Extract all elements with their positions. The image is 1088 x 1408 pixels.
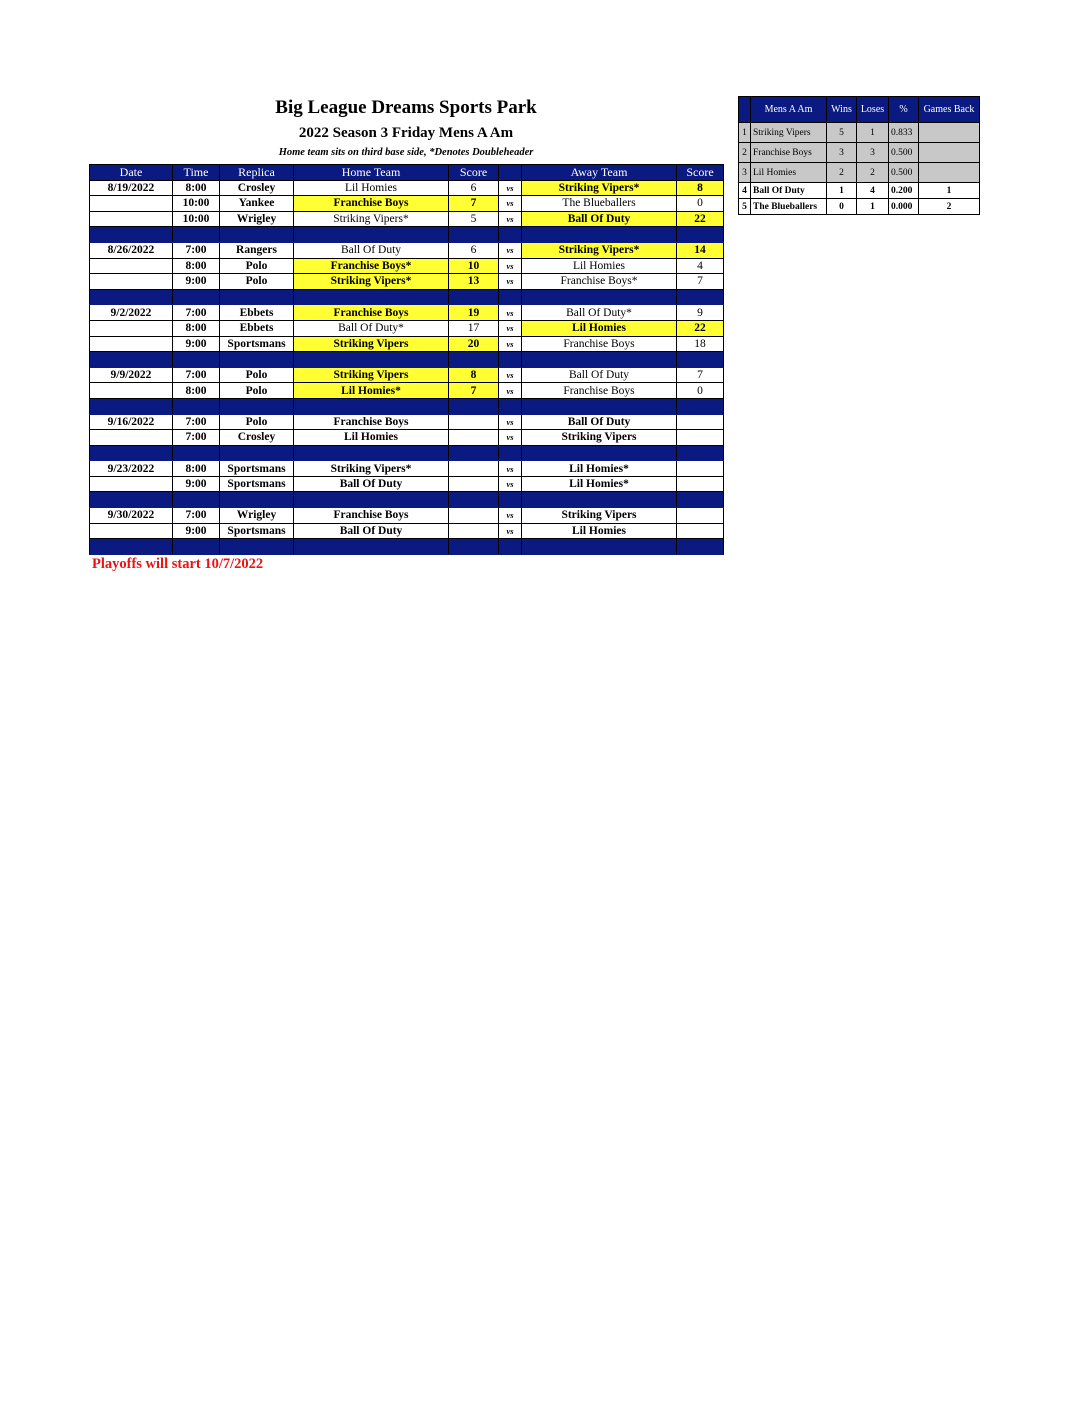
game-row	[90, 320, 724, 336]
away-score	[677, 523, 724, 539]
game-time: 10:00	[173, 211, 220, 227]
game-time: 7:00	[173, 508, 220, 524]
standings-row	[739, 143, 980, 163]
field-replica: Wrigley	[220, 508, 294, 524]
home-team: Lil Homies	[294, 180, 449, 196]
game-date	[90, 211, 173, 227]
home-score	[449, 430, 499, 446]
away-team: Striking Vipers*	[522, 180, 677, 196]
away-team: Ball Of Duty	[522, 367, 677, 383]
game-date	[90, 320, 173, 336]
game-row	[90, 430, 724, 446]
separator-cell	[294, 289, 449, 305]
schedule-column-header: Away Team	[522, 165, 677, 181]
away-team: Lil Homies*	[522, 461, 677, 477]
game-time: 7:00	[173, 367, 220, 383]
separator-cell	[499, 539, 522, 555]
field-replica: Sportsmans	[220, 476, 294, 492]
away-score: 4	[677, 258, 724, 274]
away-team: Ball Of Duty	[522, 211, 677, 227]
separator-cell	[294, 492, 449, 508]
separator-cell	[173, 352, 220, 368]
away-team: Ball Of Duty*	[522, 305, 677, 321]
home-score: 8	[449, 367, 499, 383]
separator-cell	[677, 539, 724, 555]
game-date: 9/2/2022	[90, 305, 173, 321]
week-separator-row	[90, 352, 724, 368]
home-score: 17	[449, 320, 499, 336]
game-time: 9:00	[173, 476, 220, 492]
week-separator-row	[90, 445, 724, 461]
page-subtitle: 2022 Season 3 Friday Mens A Am	[298, 125, 514, 141]
game-date	[90, 523, 173, 539]
vs-label: vs	[499, 274, 522, 290]
standing-team: Franchise Boys	[751, 143, 827, 163]
game-row	[90, 383, 724, 399]
standing-team: The Blueballers	[751, 199, 827, 215]
separator-cell	[220, 445, 294, 461]
separator-cell	[522, 352, 677, 368]
game-time: 10:00	[173, 196, 220, 212]
game-time: 7:00	[173, 430, 220, 446]
game-date	[90, 336, 173, 352]
separator-cell	[90, 539, 173, 555]
vs-label: vs	[499, 508, 522, 524]
schedule-column-header: Score	[677, 165, 724, 181]
game-date	[90, 430, 173, 446]
field-replica: Polo	[220, 367, 294, 383]
game-date: 8/26/2022	[90, 242, 173, 258]
game-date	[90, 258, 173, 274]
separator-cell	[522, 289, 677, 305]
separator-cell	[294, 352, 449, 368]
field-replica: Rangers	[220, 242, 294, 258]
standing-rank: 5	[739, 199, 751, 215]
schedule-table	[89, 164, 724, 555]
away-team: Lil Homies	[522, 258, 677, 274]
playoffs-notice: Playoffs will start 10/7/2022	[92, 556, 264, 572]
home-team: Franchise Boys	[294, 508, 449, 524]
home-score: 6	[449, 180, 499, 196]
standings-column-header	[739, 97, 751, 123]
home-score: 6	[449, 242, 499, 258]
separator-cell	[522, 539, 677, 555]
vs-label: vs	[499, 414, 522, 430]
schedule-column-header: Time	[173, 165, 220, 181]
separator-cell	[449, 539, 499, 555]
separator-cell	[449, 352, 499, 368]
away-score	[677, 461, 724, 477]
schedule-header-row	[90, 165, 724, 181]
game-row	[90, 305, 724, 321]
home-score	[449, 414, 499, 430]
home-score	[449, 461, 499, 477]
standing-loses: 1	[857, 123, 889, 143]
game-time: 7:00	[173, 305, 220, 321]
separator-cell	[677, 352, 724, 368]
vs-label: vs	[499, 180, 522, 196]
game-date	[90, 383, 173, 399]
separator-cell	[677, 398, 724, 414]
game-row	[90, 196, 724, 212]
away-score: 18	[677, 336, 724, 352]
separator-cell	[522, 398, 677, 414]
field-replica: Yankee	[220, 196, 294, 212]
game-time: 8:00	[173, 383, 220, 399]
game-row	[90, 523, 724, 539]
away-score: 8	[677, 180, 724, 196]
separator-cell	[522, 227, 677, 243]
standings-row	[739, 123, 980, 143]
standings-column-header: %	[889, 97, 919, 123]
standing-games-back	[919, 143, 980, 163]
standing-wins: 1	[827, 183, 857, 199]
week-separator-row	[90, 398, 724, 414]
home-team: Franchise Boys	[294, 196, 449, 212]
game-time: 9:00	[173, 523, 220, 539]
home-score: 13	[449, 274, 499, 290]
standings-column-header: Loses	[857, 97, 889, 123]
away-team: The Blueballers	[522, 196, 677, 212]
home-team: Striking Vipers*	[294, 274, 449, 290]
home-score: 20	[449, 336, 499, 352]
home-team: Ball Of Duty*	[294, 320, 449, 336]
separator-cell	[677, 289, 724, 305]
home-score	[449, 508, 499, 524]
away-team: Lil Homies	[522, 320, 677, 336]
standings-row	[739, 183, 980, 199]
separator-cell	[677, 445, 724, 461]
vs-label: vs	[499, 242, 522, 258]
game-date: 9/23/2022	[90, 461, 173, 477]
separator-cell	[449, 289, 499, 305]
standing-rank: 4	[739, 183, 751, 199]
standings-table	[738, 96, 980, 215]
away-score	[677, 508, 724, 524]
field-replica: Polo	[220, 414, 294, 430]
away-score: 22	[677, 211, 724, 227]
away-score: 7	[677, 274, 724, 290]
separator-cell	[449, 445, 499, 461]
vs-label: vs	[499, 320, 522, 336]
standing-pct: 0.500	[889, 163, 919, 183]
standing-wins: 2	[827, 163, 857, 183]
home-team: Franchise Boys*	[294, 258, 449, 274]
standing-loses: 3	[857, 143, 889, 163]
home-score	[449, 523, 499, 539]
vs-label: vs	[499, 430, 522, 446]
game-time: 9:00	[173, 336, 220, 352]
game-row	[90, 508, 724, 524]
game-time: 7:00	[173, 414, 220, 430]
away-team: Striking Vipers	[522, 430, 677, 446]
game-row	[90, 180, 724, 196]
field-replica: Sportsmans	[220, 523, 294, 539]
separator-cell	[499, 398, 522, 414]
field-replica: Polo	[220, 258, 294, 274]
away-score	[677, 414, 724, 430]
schedule-column-header: Home Team	[294, 165, 449, 181]
standing-loses: 4	[857, 183, 889, 199]
away-team: Ball Of Duty	[522, 414, 677, 430]
standing-team: Striking Vipers	[751, 123, 827, 143]
separator-cell	[90, 445, 173, 461]
home-score: 7	[449, 383, 499, 399]
standing-games-back	[919, 123, 980, 143]
standing-pct: 0.833	[889, 123, 919, 143]
standings-column-header: Wins	[827, 97, 857, 123]
separator-cell	[294, 445, 449, 461]
separator-cell	[90, 398, 173, 414]
field-replica: Polo	[220, 383, 294, 399]
separator-cell	[220, 539, 294, 555]
field-replica: Sportsmans	[220, 336, 294, 352]
game-row	[90, 367, 724, 383]
separator-cell	[173, 492, 220, 508]
game-row	[90, 414, 724, 430]
vs-label: vs	[499, 476, 522, 492]
game-date	[90, 274, 173, 290]
field-replica: Polo	[220, 274, 294, 290]
away-score: 0	[677, 196, 724, 212]
separator-cell	[449, 227, 499, 243]
game-time: 9:00	[173, 274, 220, 290]
separator-cell	[499, 445, 522, 461]
separator-cell	[499, 227, 522, 243]
field-replica: Crosley	[220, 430, 294, 446]
vs-label: vs	[499, 258, 522, 274]
week-separator-row	[90, 227, 724, 243]
standing-wins: 0	[827, 199, 857, 215]
standing-games-back	[919, 163, 980, 183]
standing-wins: 3	[827, 143, 857, 163]
vs-label: vs	[499, 383, 522, 399]
home-score: 7	[449, 196, 499, 212]
standings-column-header: Mens A Am	[751, 97, 827, 123]
home-team: Striking Vipers*	[294, 211, 449, 227]
standings-column-header: Games Back	[919, 97, 980, 123]
week-separator-row	[90, 492, 724, 508]
away-score	[677, 430, 724, 446]
week-separator-row	[90, 539, 724, 555]
standing-loses: 2	[857, 163, 889, 183]
standing-pct: 0.500	[889, 143, 919, 163]
page-title: Big League Dreams Sports Park	[275, 97, 537, 118]
vs-label: vs	[499, 305, 522, 321]
game-time: 7:00	[173, 242, 220, 258]
away-score: 0	[677, 383, 724, 399]
game-time: 8:00	[173, 461, 220, 477]
separator-cell	[173, 445, 220, 461]
separator-cell	[173, 227, 220, 243]
away-score: 22	[677, 320, 724, 336]
schedule-column-header: Replica	[220, 165, 294, 181]
standing-pct: 0.000	[889, 199, 919, 215]
standing-rank: 2	[739, 143, 751, 163]
game-time: 8:00	[173, 320, 220, 336]
standing-rank: 1	[739, 123, 751, 143]
vs-label: vs	[499, 336, 522, 352]
home-score: 5	[449, 211, 499, 227]
field-replica: Wrigley	[220, 211, 294, 227]
away-team: Striking Vipers	[522, 508, 677, 524]
standings-row	[739, 163, 980, 183]
home-score: 10	[449, 258, 499, 274]
schedule-column-header: Date	[90, 165, 173, 181]
field-replica: Crosley	[220, 180, 294, 196]
home-team: Lil Homies	[294, 430, 449, 446]
vs-label: vs	[499, 367, 522, 383]
standing-games-back: 2	[919, 199, 980, 215]
game-date: 8/19/2022	[90, 180, 173, 196]
game-date: 9/16/2022	[90, 414, 173, 430]
separator-cell	[677, 227, 724, 243]
field-replica: Sportsmans	[220, 461, 294, 477]
vs-label: vs	[499, 523, 522, 539]
separator-cell	[449, 398, 499, 414]
field-replica: Ebbets	[220, 320, 294, 336]
game-row	[90, 274, 724, 290]
standing-team: Lil Homies	[751, 163, 827, 183]
home-team: Lil Homies*	[294, 383, 449, 399]
home-team: Ball Of Duty	[294, 523, 449, 539]
schedule-column-header	[499, 165, 522, 181]
separator-cell	[499, 289, 522, 305]
vs-label: vs	[499, 211, 522, 227]
away-score: 9	[677, 305, 724, 321]
game-date: 9/30/2022	[90, 508, 173, 524]
game-time: 8:00	[173, 180, 220, 196]
separator-cell	[522, 445, 677, 461]
standing-team: Ball Of Duty	[751, 183, 827, 199]
away-team: Franchise Boys	[522, 336, 677, 352]
separator-cell	[90, 289, 173, 305]
home-team: Ball Of Duty	[294, 242, 449, 258]
game-row	[90, 242, 724, 258]
standings-row	[739, 199, 980, 215]
separator-cell	[294, 227, 449, 243]
separator-cell	[294, 398, 449, 414]
separator-cell	[449, 492, 499, 508]
away-team: Striking Vipers*	[522, 242, 677, 258]
separator-cell	[220, 289, 294, 305]
game-row	[90, 476, 724, 492]
separator-cell	[220, 352, 294, 368]
home-team: Striking Vipers	[294, 367, 449, 383]
separator-cell	[220, 227, 294, 243]
game-row	[90, 461, 724, 477]
schedule-note: Home team sits on third base side, *Denotes Doubleheader	[278, 147, 534, 158]
away-score	[677, 476, 724, 492]
game-row	[90, 211, 724, 227]
separator-cell	[220, 398, 294, 414]
home-score	[449, 476, 499, 492]
standing-rank: 3	[739, 163, 751, 183]
home-team: Ball Of Duty	[294, 476, 449, 492]
standings-header-row	[739, 97, 980, 123]
separator-cell	[220, 492, 294, 508]
separator-cell	[677, 492, 724, 508]
away-score: 7	[677, 367, 724, 383]
vs-label: vs	[499, 196, 522, 212]
separator-cell	[90, 352, 173, 368]
separator-cell	[294, 539, 449, 555]
vs-label: vs	[499, 461, 522, 477]
separator-cell	[499, 492, 522, 508]
standing-games-back: 1	[919, 183, 980, 199]
game-date: 9/9/2022	[90, 367, 173, 383]
home-team: Franchise Boys	[294, 414, 449, 430]
away-team: Lil Homies	[522, 523, 677, 539]
away-team: Franchise Boys*	[522, 274, 677, 290]
home-team: Striking Vipers	[294, 336, 449, 352]
game-time: 8:00	[173, 258, 220, 274]
separator-cell	[173, 289, 220, 305]
separator-cell	[522, 492, 677, 508]
home-team: Striking Vipers*	[294, 461, 449, 477]
away-team: Lil Homies*	[522, 476, 677, 492]
separator-cell	[90, 492, 173, 508]
separator-cell	[499, 352, 522, 368]
week-separator-row	[90, 289, 724, 305]
separator-cell	[173, 539, 220, 555]
standing-loses: 1	[857, 199, 889, 215]
away-score: 14	[677, 242, 724, 258]
game-row	[90, 336, 724, 352]
separator-cell	[173, 398, 220, 414]
field-replica: Ebbets	[220, 305, 294, 321]
game-row	[90, 258, 724, 274]
separator-cell	[90, 227, 173, 243]
standing-wins: 5	[827, 123, 857, 143]
schedule-column-header: Score	[449, 165, 499, 181]
home-score: 19	[449, 305, 499, 321]
away-team: Franchise Boys	[522, 383, 677, 399]
home-team: Franchise Boys	[294, 305, 449, 321]
game-date	[90, 476, 173, 492]
standing-pct: 0.200	[889, 183, 919, 199]
game-date	[90, 196, 173, 212]
